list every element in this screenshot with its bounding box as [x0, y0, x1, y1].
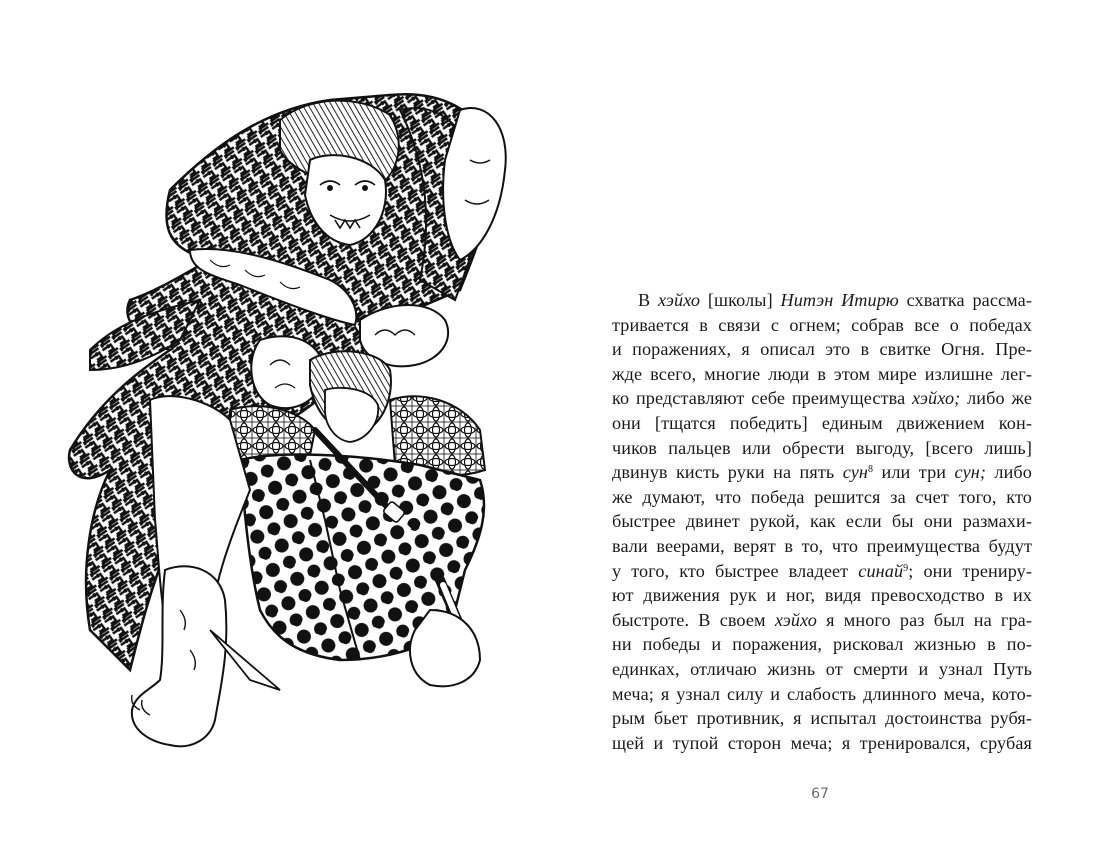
text-segment: чиков пальцев или обрести выгоду, [всего лишь]	[612, 437, 1032, 458]
text-line	[612, 386, 1032, 411]
text-segment: я много раз был на гра-	[816, 609, 1032, 630]
text-line	[612, 682, 1032, 707]
text-segment: рым бьет противник, я испытал достоинства рубя-	[612, 708, 1032, 729]
text-segment: они [тщатся победить] единым движением кон-	[612, 412, 1032, 433]
italic-term: хэйхо	[774, 609, 817, 630]
text-segment: же думают, что победа решится за счет того, кто	[612, 486, 1032, 507]
italic-term: сун	[842, 462, 869, 483]
text-segment: единках, отличаю жизнь от смерти и узнал Путь	[612, 658, 1032, 679]
body-paragraph	[612, 288, 1032, 755]
text-line	[612, 362, 1032, 387]
text-segment: и поражениях, я описал это в свитке Огня. Пре-	[612, 339, 1032, 360]
text-segment: ют движения рук и ног, видя превосходство в их	[612, 585, 1032, 606]
text-line	[612, 509, 1032, 534]
text-segment: ни победы и поражения, рисковал жизнью в по-	[612, 634, 1032, 655]
text-segment: или три	[873, 462, 955, 483]
text-segment: тривается в связи с огнем; собрав все о победах	[612, 314, 1032, 335]
text-segment: ; они трениру-	[908, 560, 1032, 581]
text-line	[612, 485, 1032, 510]
italic-term: сун;	[954, 462, 987, 483]
text-line	[612, 460, 1032, 485]
text-segment: двинув кисть руки на пять	[612, 462, 843, 483]
text-segment: либо	[986, 462, 1032, 483]
text-line	[612, 559, 1032, 584]
woodblock-illustration	[60, 70, 540, 770]
italic-term: синай	[858, 560, 904, 581]
text-line	[612, 337, 1032, 362]
text-line	[612, 411, 1032, 436]
text-segment: вали веерами, верят в то, что преимущества будут	[612, 535, 1032, 556]
text-line	[612, 657, 1032, 682]
text-line	[612, 583, 1032, 608]
text-line	[612, 632, 1032, 657]
text-line	[612, 706, 1032, 731]
text-segment: схватка рассма-	[898, 290, 1032, 310]
warrior-illustration-icon	[60, 70, 540, 770]
text-column	[612, 288, 1032, 755]
text-segment: быстрее двинет рукой, как если бы они размахи-	[612, 511, 1032, 532]
footnote-ref: 8	[868, 464, 874, 476]
text-line	[612, 608, 1032, 633]
page-number: 67	[811, 786, 829, 802]
text-segment: щей и тупой сторон меча; я тренировался, срубая	[612, 732, 1032, 753]
text-segment: либо же	[960, 388, 1032, 409]
text-line	[612, 436, 1032, 461]
text-line	[612, 534, 1032, 559]
italic-term: хэйхо;	[912, 388, 961, 409]
italic-term: хэйхо	[657, 290, 701, 310]
text-segment: [школы]	[700, 290, 781, 310]
text-segment: меча; я узнал силу и слабость длинного меча, кото-	[612, 683, 1032, 704]
text-line	[612, 288, 1032, 313]
text-segment: ко представляют себе преимущества	[612, 388, 912, 409]
text-segment: у того, кто быстрее владеет	[612, 560, 859, 581]
text-segment: быстроте. В своем	[612, 609, 775, 630]
text-line	[612, 731, 1032, 756]
footnote-ref: 9	[903, 562, 909, 574]
text-segment: В	[638, 290, 658, 310]
italic-term: Нитэн Итирю	[780, 290, 899, 310]
text-segment: жде всего, многие люди в этом мире излишне лег-	[612, 363, 1032, 384]
text-line	[612, 313, 1032, 338]
